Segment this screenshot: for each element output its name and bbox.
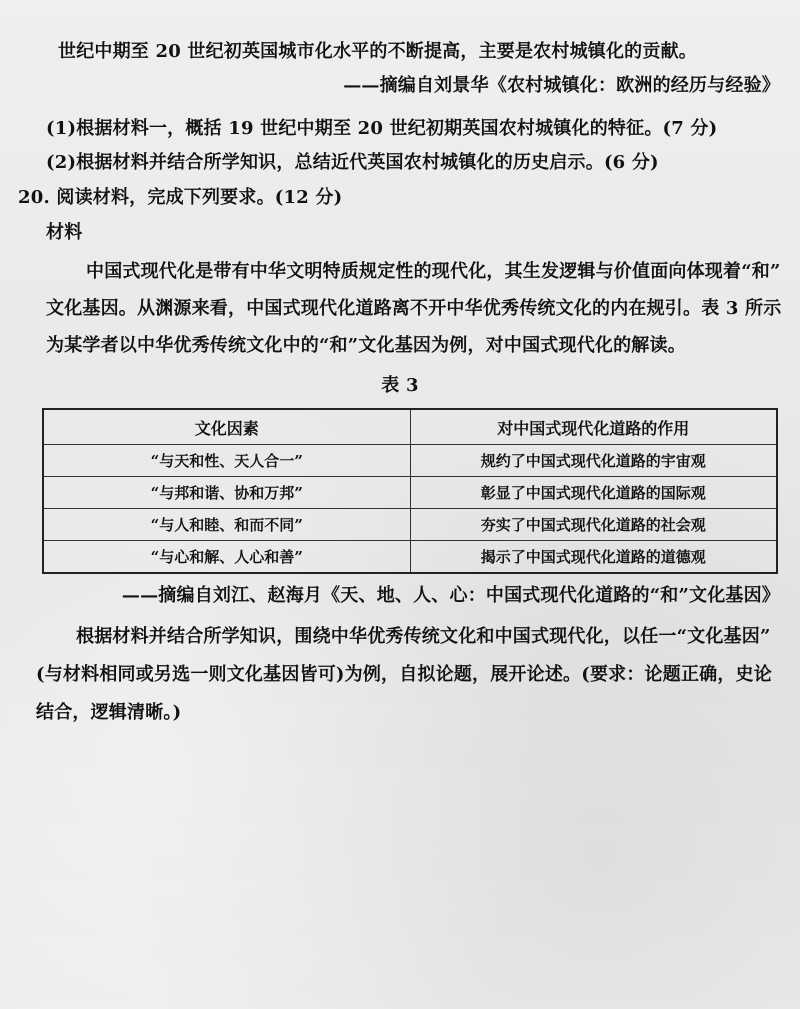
task-text-line: 根据材料并结合所学知识，围绕中华优秀传统文化和中国式现代化，以任一“文化基因”: [76, 626, 771, 647]
table-cell: 彰显了中国式现代化道路的国际观: [410, 477, 777, 508]
material-label: 材料: [46, 222, 83, 243]
table-cell: “与邦和谐、协和万邦”: [150, 484, 303, 502]
question-20-heading: 20. 阅读材料，完成下列要求。(12 分): [18, 187, 343, 208]
question-2: (2)根据材料并结合所学知识，总结近代英国农村城镇化的历史启示。(6 分): [46, 152, 659, 173]
question-1: (1)根据材料一，概括 19 世纪中期至 20 世纪初期英国农村城镇化的特征。(7 分): [46, 118, 718, 139]
source-citation: ——摘编自刘景华《农村城镇化：欧洲的经历与经验》: [343, 75, 780, 96]
table-3: [42, 408, 778, 574]
table-cell: “与人和睦、和而不同”: [150, 516, 303, 534]
table-row: [44, 476, 776, 508]
table-cell: 规约了中国式现代化道路的宇宙观: [410, 445, 777, 476]
task-text-line: 结合，逻辑清晰。): [36, 702, 182, 723]
source-citation: ——摘编自刘江、赵海月《天、地、人、心：中国式现代化道路的“和”文化基因》: [121, 585, 780, 606]
material-paragraph-line: 文化基因。从渊源来看，中国式现代化道路离不开中华优秀传统文化的内在规引。表 3 所示: [46, 298, 782, 319]
table-title: 表 3: [381, 375, 419, 396]
material-paragraph-line: 为某学者以中华优秀传统文化中的“和”文化基因为例，对中国式现代化的解读。: [46, 335, 686, 356]
table-header-row: [44, 410, 776, 444]
table-header-cell: 文化因素: [194, 418, 259, 438]
table-cell: 夯实了中国式现代化道路的社会观: [410, 509, 777, 540]
task-text-line: (与材料相同或另选一则文化基因皆可)为例，自拟论题，展开论述。(要求：论题正确，史论: [36, 664, 772, 685]
table-cell: “与天和性、天人合一”: [150, 452, 303, 470]
table-row: [44, 508, 776, 540]
text-line: 世纪中期至 20 世纪初英国城市化水平的不断提高，主要是农村城镇化的贡献。: [58, 41, 697, 62]
table-row: [44, 444, 776, 476]
table-row: [44, 540, 776, 572]
table-cell: 揭示了中国式现代化道路的道德观: [410, 541, 777, 572]
material-paragraph-line: 中国式现代化是带有中华文明特质规定性的现代化，其生发逻辑与价值面向体现着“和”: [86, 261, 781, 282]
table-header-cell: 对中国式现代化道路的作用: [410, 410, 777, 444]
table-cell: “与心和解、人心和善”: [150, 548, 303, 566]
